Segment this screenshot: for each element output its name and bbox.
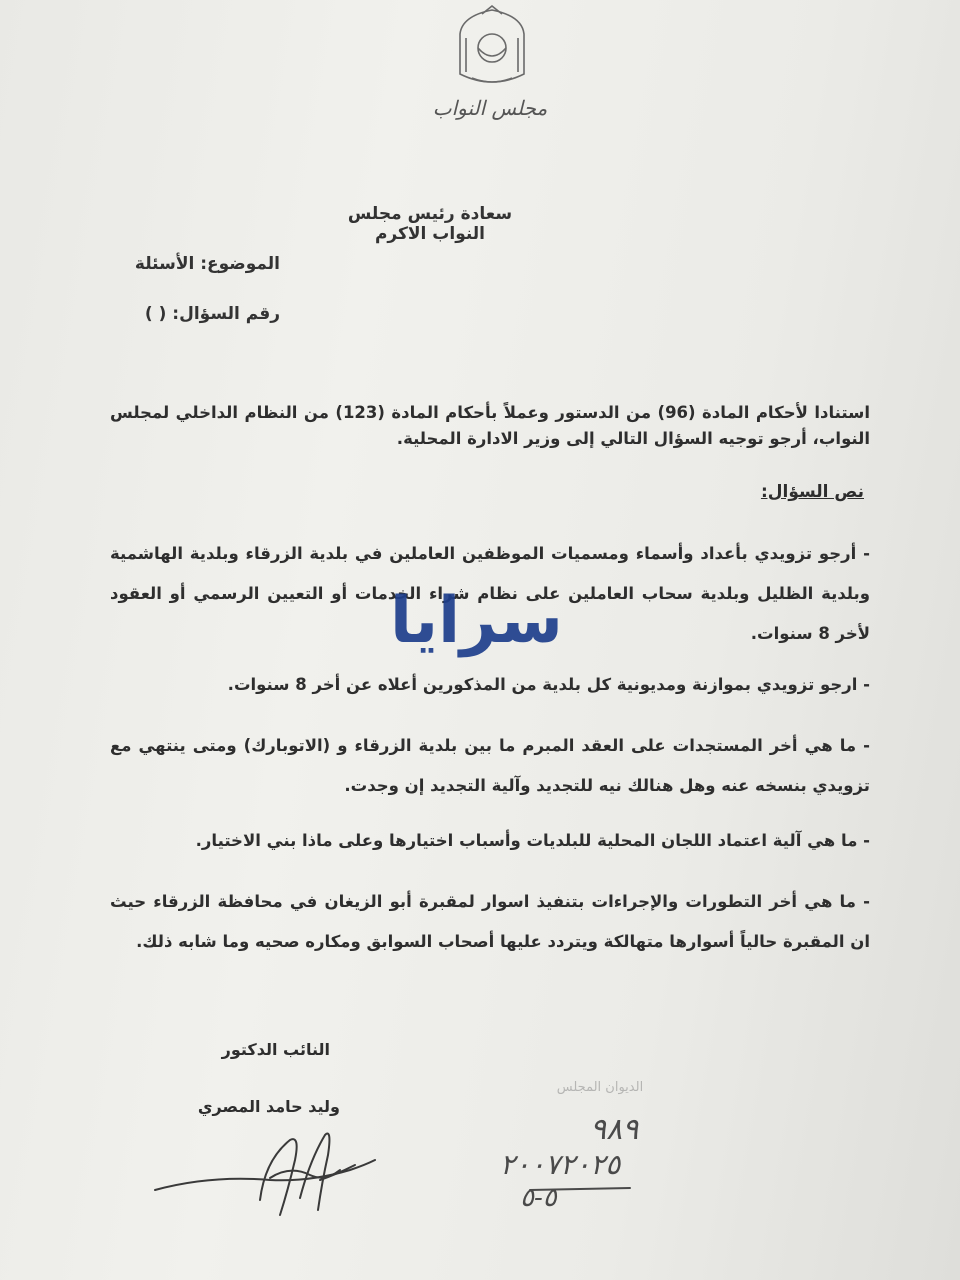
question-item-4: - ما هي آلية اعتماد اللجان المحلية للبلديات وأسباب اختيارها وعلى ماذا بني الاختيار. bbox=[195, 831, 870, 850]
registry-mark: ٥-٥ bbox=[520, 1183, 557, 1213]
subject-line: الموضوع: الأسئلة bbox=[134, 254, 280, 274]
question-item-1: - أرجو تزويدي بأعداد وأسماء ومسميات الموظفين العاملين في بلدية الزرقاء وبلدية الهاشمية وبلدية الظليل وبلدية سحاب العاملين على نظام شراء الخدمات أو التعيين الرسمي أو العقود لأخر 8 سنوات. bbox=[110, 544, 870, 643]
organization-name: مجلس النواب bbox=[432, 96, 548, 120]
salutation: سعادة رئيس مجلس النواب الاكرم bbox=[347, 204, 513, 244]
question-number: رقم السؤال: ( ) bbox=[144, 304, 280, 324]
signatory-name: وليد حامد المصري bbox=[197, 1097, 340, 1116]
question-label: نص السؤال: bbox=[760, 482, 864, 502]
question-item-2: - ارجو تزويدي بموازنة ومديونية كل بلدية من المذكورين أعلاه عن أخر 8 سنوات. bbox=[227, 675, 870, 694]
signatory-title: النائب الدكتور bbox=[221, 1040, 330, 1059]
registry-underline bbox=[500, 1120, 700, 1220]
registry-number: ٩٨٩ bbox=[590, 1112, 639, 1147]
intro-paragraph: استنادا لأحكام المادة (96) من الدستور وعملاً بأحكام المادة (123) من النظام الداخلي لمجلس النواب، أرجو توجيه السؤال التالي إلى وزير الادارة المحلية. bbox=[110, 403, 871, 448]
watermark-logo: سرايا bbox=[390, 584, 563, 658]
question-item-5: - ما هي أخر التطورات والإجراءات بتنفيذ اسوار لمقبرة أبو الزيغان في محافظة الزرقاء حيث ان المقبرة حالياً أسوارها متهالكة ويتردد عليها أصحاب السوابق ومكاره صحيه وما شابه ذلك. bbox=[110, 892, 870, 951]
handwritten-signature bbox=[150, 1120, 380, 1230]
parliament-crest-icon bbox=[452, 4, 532, 90]
question-item-3: - ما هي أخر المستجدات على العقد المبرم ما بين بلدية الزرقاء و (الاتوبارك) ومتى ينتهي مع تزويدي بنسخه عنه وهل هنالك نيه للتجديد وآلية التجديد إن وجدت. bbox=[110, 736, 870, 795]
registry-date: ٢٠٠٧٢٠٢٥ bbox=[500, 1148, 621, 1181]
registry-stamp: الديوان المجلس bbox=[556, 1080, 644, 1095]
